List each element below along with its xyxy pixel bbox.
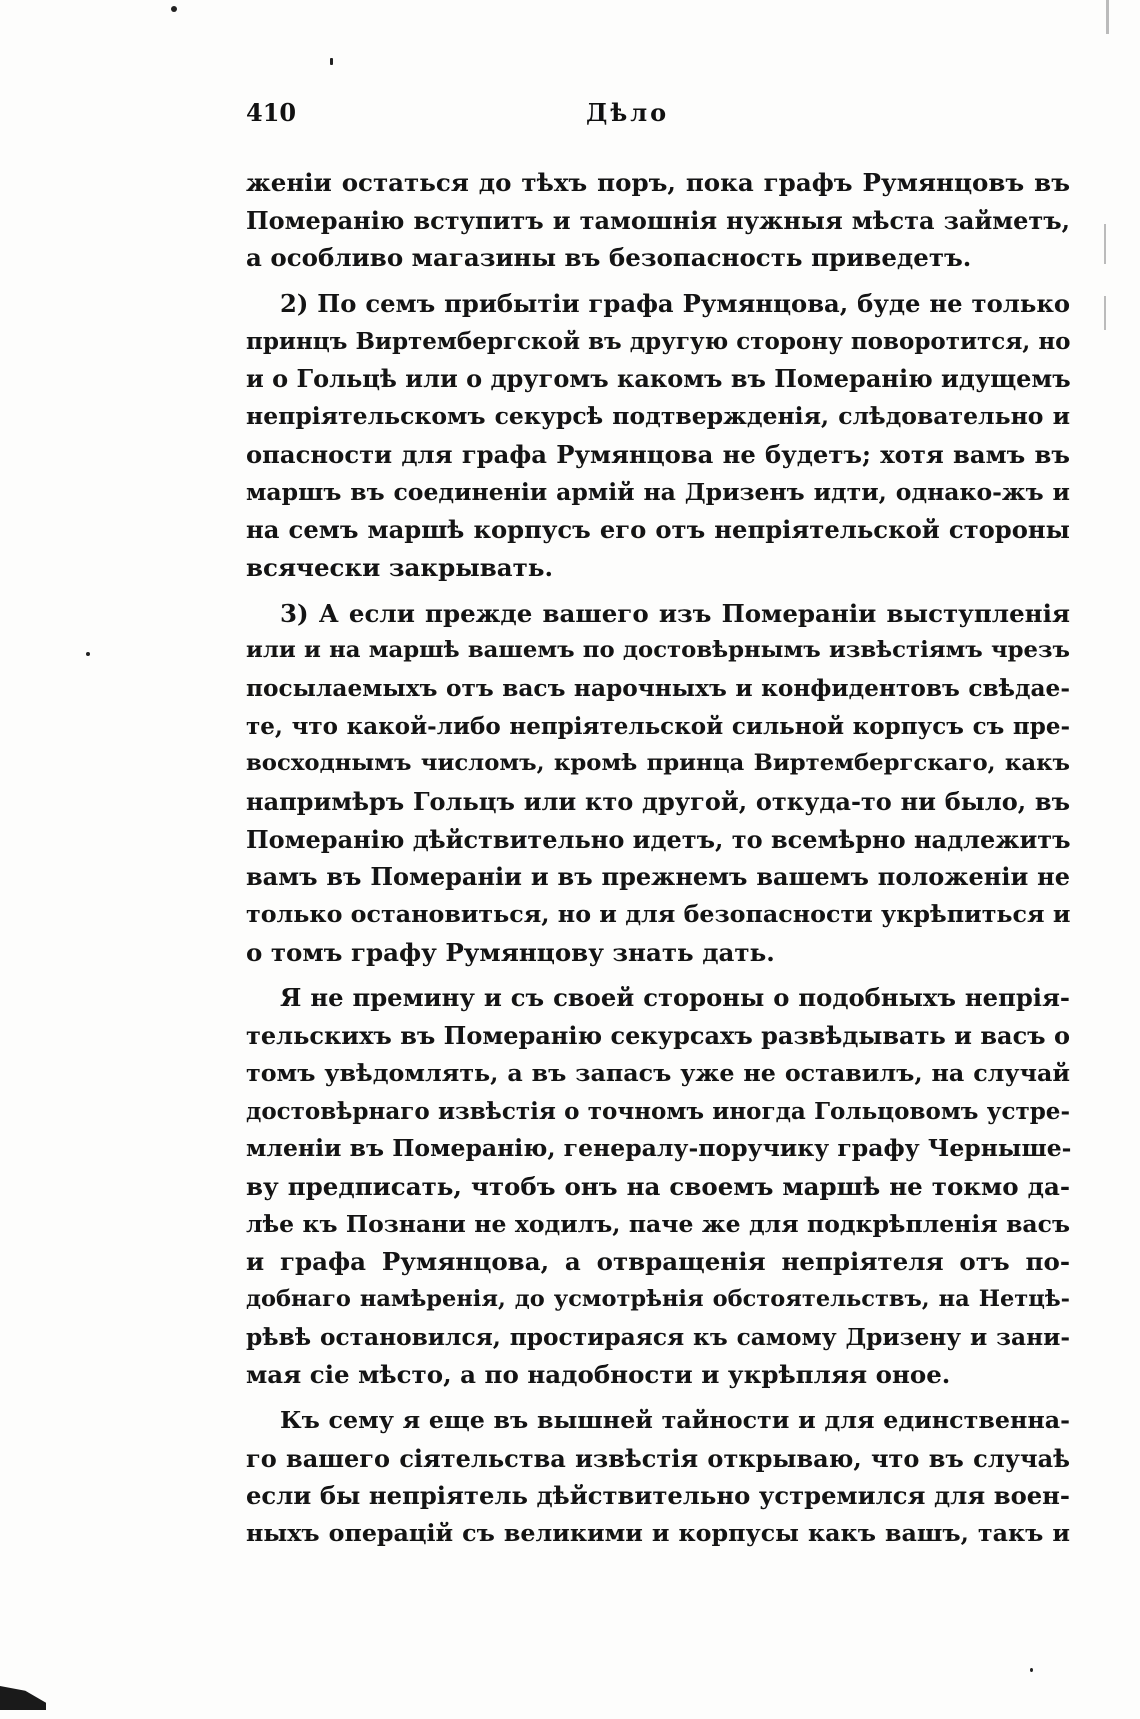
text-line: женіи остаться до тѣхъ поръ, пока графъ Румянцовъ въ	[246, 168, 1070, 197]
text-line: восходнымъ числомъ, кромѣ принца Виртембергскаго, какъ	[246, 750, 1070, 777]
text-line: Я не премину и съ своей стороны о подобныхъ непрія-	[280, 983, 1070, 1013]
text-line: напримѣръ Гольцъ или кто другой, откуда-то ни было, въ	[246, 787, 1070, 816]
ink-speck	[1030, 1668, 1033, 1672]
text-line: томъ увѣдомлять, а въ запасъ уже не оставилъ, на случай	[246, 1058, 1070, 1087]
text-line: мленіи въ Померанію, генералу-поручику графу Черныше-	[246, 1134, 1072, 1163]
running-title: Дѣло	[586, 98, 670, 127]
text-line: те, что какой-либо непріятельской сильной корпусъ съ пре-	[246, 712, 1070, 740]
text-line: Къ сему я еще въ вышней тайности и для единственна-	[280, 1406, 1070, 1434]
text-line: принцъ Виртембергской въ другую сторону поворотится, но	[246, 327, 1071, 355]
text-line: вамъ въ Помераніи и въ прежнемъ вашемъ положеніи не	[246, 862, 1070, 892]
text-line: 2) По семъ прибытіи графа Румянцова, буде не только	[280, 289, 1070, 319]
text-line: Померанію вступитъ и тамошнія нужныя мѣста займетъ,	[246, 205, 1070, 235]
text-line: посылаемыхъ отъ васъ нарочныхъ и конфидентовъ свѣдае-	[246, 674, 1070, 702]
ink-speck	[86, 652, 90, 656]
text-line: тельскихъ въ Померанію секурсахъ развѣдывать и васъ о	[246, 1021, 1070, 1051]
text-line: Померанію дѣйствительно идетъ, то всемѣрно надлежитъ	[246, 824, 1071, 854]
text-line: достовѣрнаго извѣстія о точномъ иногда Гольцовомъ устре-	[246, 1097, 1070, 1125]
text-line: и графа Румянцова, а отвращенія непріятеля отъ по-	[246, 1247, 1070, 1277]
page-number: 410	[246, 98, 297, 127]
page-edge-mark	[1106, 0, 1109, 34]
text-line: непріятельскомъ секурсѣ подтвержденія, слѣдовательно и	[246, 402, 1070, 431]
text-line: и о Гольцѣ или о другомъ какомъ въ Померанію идущемъ	[246, 364, 1071, 394]
text-line: 3) А если прежде вашего изъ Помераніи выступленія	[280, 598, 1070, 628]
text-line: всячески закрывать.	[246, 552, 554, 582]
body-text	[246, 164, 1070, 1553]
text-line: ву предписать, чтобъ онъ на своемъ маршѣ не токмо да-	[246, 1171, 1070, 1201]
text-line: только остановиться, но и для безопасности укрѣпиться и	[246, 900, 1071, 929]
page-corner-blot	[0, 1686, 46, 1710]
text-line: маршъ въ соединеніи армій на Дризенъ идти, однако-жъ и	[246, 477, 1070, 506]
page-edge-mark	[1104, 224, 1106, 264]
paragraph	[246, 164, 1070, 277]
text-line: или и на маршѣ вашемъ по достовѣрнымъ извѣстіямъ чрезъ	[246, 637, 1070, 664]
text-line: лѣе къ Познани не ходилъ, паче же для подкрѣпленія васъ	[246, 1209, 1070, 1238]
text-line: а особливо магазины въ безопасность приведетъ.	[246, 243, 972, 273]
text-line: опасности для графа Румянцова не будетъ; хотя вамъ въ	[246, 439, 1070, 469]
text-line: если бы непріятель дѣйствительно устремился для воен-	[246, 1481, 1070, 1511]
page-header	[246, 98, 1070, 138]
paragraph	[246, 1402, 1070, 1553]
text-line: мая сіе мѣсто, а по надобности и укрѣпляя оное.	[246, 1360, 951, 1390]
ink-speck	[330, 58, 333, 65]
text-line: ныхъ операцій съ великими и корпусы какъ вашъ, такъ и	[246, 1519, 1070, 1548]
ink-speck	[171, 6, 177, 12]
text-line: на семъ маршѣ корпусъ его отъ непріятельской стороны	[246, 515, 1070, 545]
text-line: рѣвѣ остановился, простираяся къ самому Дризену и зани-	[246, 1323, 1070, 1351]
text-line: добнаго намѣренія, до усмотрѣнія обстоятельствъ, на Нетцѣ-	[246, 1285, 1070, 1312]
paragraph	[246, 595, 1070, 972]
paragraph	[246, 979, 1070, 1394]
page-edge-mark	[1104, 296, 1106, 330]
paragraph	[246, 285, 1070, 587]
text-line: го вашего сіятельства извѣстія открываю, что въ случаѣ	[246, 1443, 1070, 1473]
text-line: о томъ графу Румянцову знать дать.	[246, 937, 775, 967]
